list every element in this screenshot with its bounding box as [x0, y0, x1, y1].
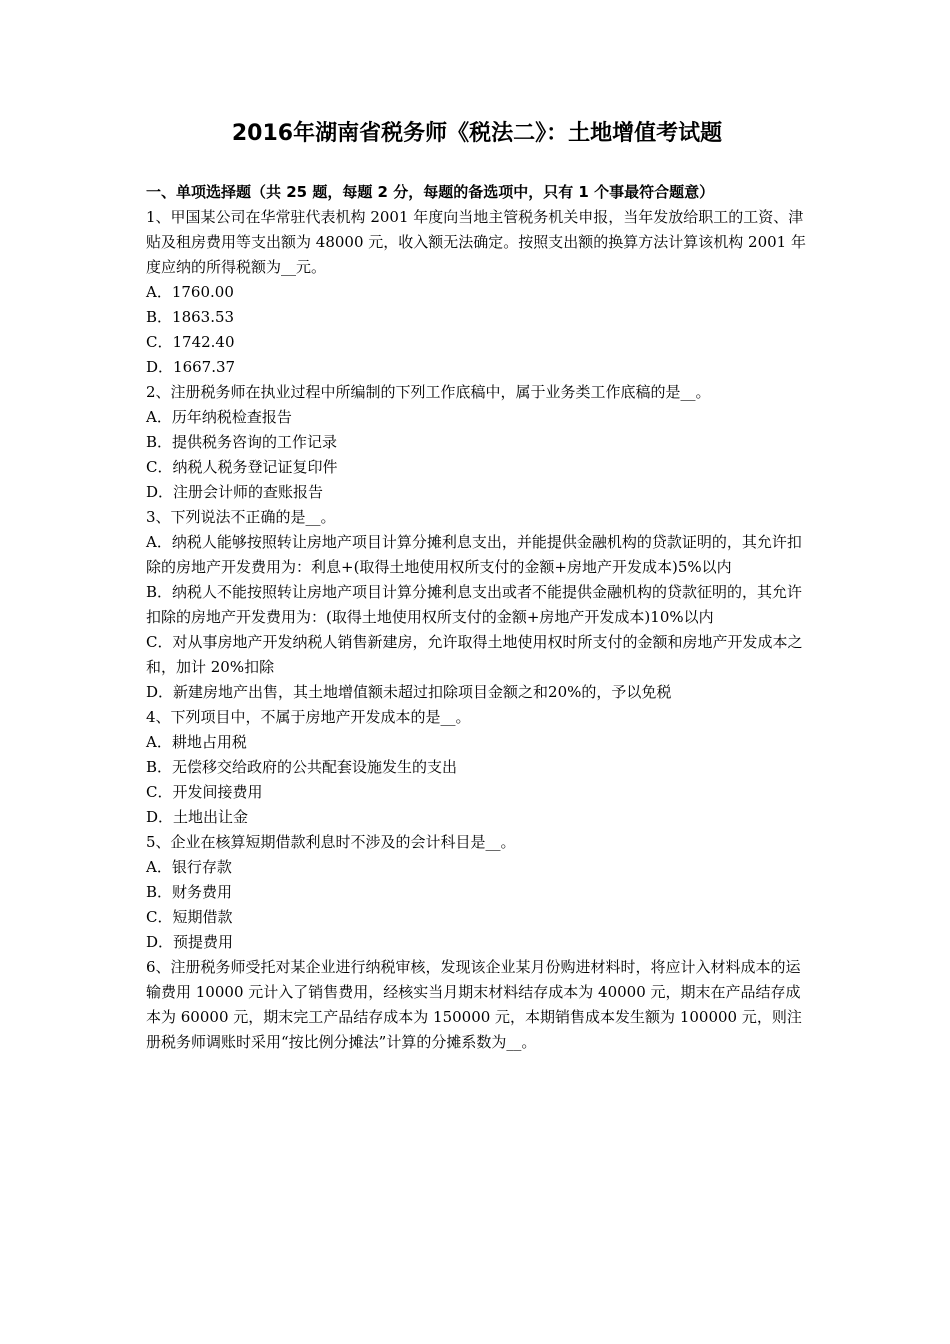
option-d: D．土地出让金 [146, 808, 249, 826]
option-d: D．1667.37 [146, 358, 236, 376]
option-c: C．纳税人税务登记证复印件 [146, 458, 338, 476]
question-5 [146, 830, 808, 955]
question-stem: 4、下列项目中，不属于房地产开发成本的是__。 [146, 708, 471, 726]
question-stem: 6、注册税务师受托对某企业进行纳税审核，发现该企业某月份购进材料时，将应计入材料成本的运输费用 10000 元计入了销售费用，经核实当月期末材料结存成本为 40000 元，期末在产品结存成本为 60000 元，期末完工产品结存成本为 150000 元，本期销售成本发生额为 100000 元，则注册税务师调账时采用“按比例分摊法”计算的分摊系数为__。 [146, 958, 802, 1051]
question-stem: 5、企业在核算短期借款利息时不涉及的会计科目是__。 [146, 833, 516, 851]
option-b: B．1863.53 [146, 308, 235, 326]
option-d: D．预提费用 [146, 933, 234, 951]
option-c: C．短期借款 [146, 908, 233, 926]
option-b: B．纳税人不能按照转让房地产项目计算分摊利息支出或者不能提供金融机构的贷款征明的，其允许扣除的房地产开发费用为：(取得土地使用权所支付的金额+房地产开发成本)10%以内 [146, 583, 803, 626]
option-a: A．耕地占用税 [146, 733, 247, 751]
question-stem: 2、注册税务师在执业过程中所编制的下列工作底稿中，属于业务类工作底稿的是__。 [146, 383, 711, 401]
option-a: A．历年纳税检查报告 [146, 408, 292, 426]
option-b: B．财务费用 [146, 883, 233, 901]
section-heading: 一、单项选择题（共 25 题，每题 2 分，每题的备选项中，只有 1 个事最符合题意） [146, 183, 715, 201]
question-stem: 3、下列说法不正确的是__。 [146, 508, 336, 526]
question-2 [146, 380, 808, 505]
document-title: 2016年湖南省税务师《税法二》：土地增值考试题 [231, 121, 723, 146]
question-3 [146, 505, 808, 705]
question-1 [146, 205, 808, 380]
option-a: A．银行存款 [146, 858, 232, 876]
question-stem: 1、甲国某公司在华常驻代表机构 2001 年度向当地主管税务机关申报，当年发放给职工的工资、津贴及租房费用等支出额为 48000 元，收入额无法确定。按照支出额的换算方法计算该机构 2001 年度应纳的所得税额为__元。 [146, 208, 806, 276]
option-b: B．无偿移交给政府的公共配套设施发生的支出 [146, 758, 458, 776]
option-c: C．开发间接费用 [146, 783, 263, 801]
option-d: D．注册会计师的查账报告 [146, 483, 324, 501]
option-c: C．1742.40 [146, 333, 235, 351]
option-a: A．纳税人能够按照转让房地产项目计算分摊利息支出，并能提供金融机构的贷款证明的，其允许扣除的房地产开发费用为：利息+(取得土地使用权所支付的金额+房地产开发成本)5%以内 [146, 533, 802, 576]
option-b: B．提供税务咨询的工作记录 [146, 433, 338, 451]
question-4 [146, 705, 808, 830]
document-page [146, 118, 808, 1055]
option-a: A．1760.00 [146, 283, 234, 301]
option-d: D．新建房地产出售，其土地增值额未超过扣除项目金额之和20%的，予以免税 [146, 683, 672, 701]
option-c: C．对从事房地产开发纳税人销售新建房，允许取得土地使用权时所支付的金额和房地产开发成本之和，加计 20%扣除 [146, 633, 803, 676]
question-6 [146, 955, 808, 1055]
